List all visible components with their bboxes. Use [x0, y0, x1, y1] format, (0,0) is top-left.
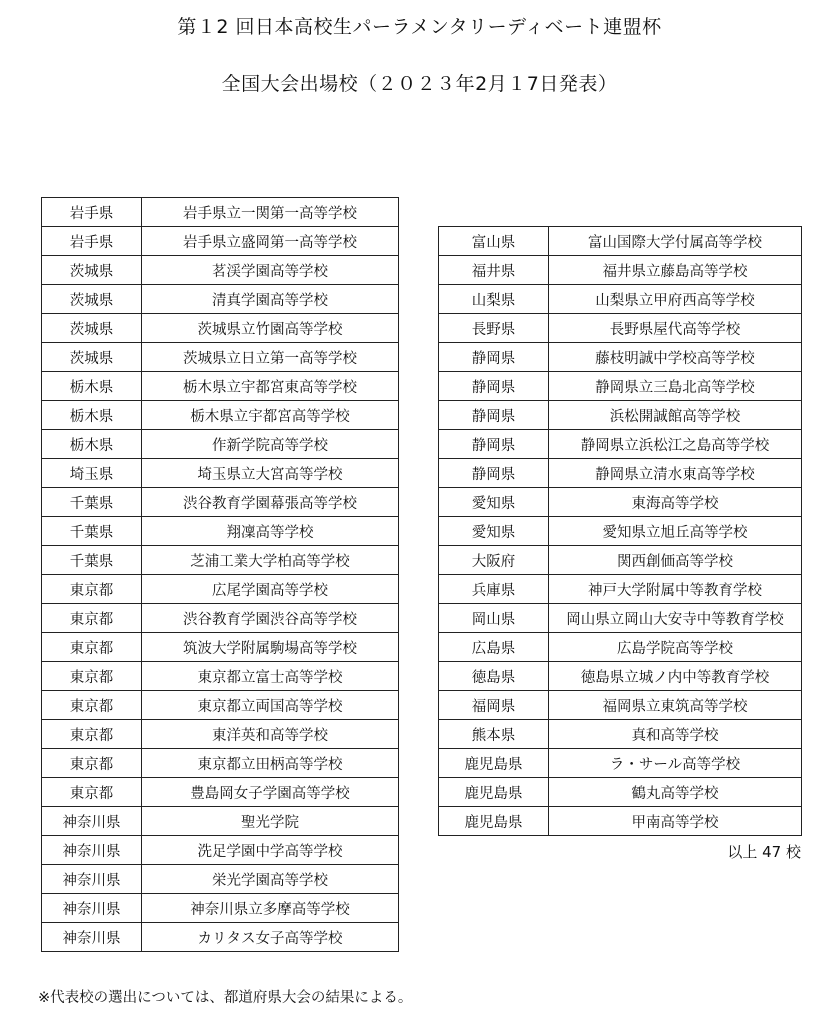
table-row [439, 285, 802, 314]
prefecture-cell: 神奈川県 [42, 836, 142, 865]
school-cell: 静岡県立浜松江之島高等学校 [549, 430, 802, 459]
school-cell: 東洋英和高等学校 [142, 720, 399, 749]
prefecture-cell: 大阪府 [439, 546, 549, 575]
table-row [42, 604, 399, 633]
table-row [42, 285, 399, 314]
prefecture-cell: 熊本県 [439, 720, 549, 749]
table-row [42, 749, 399, 778]
school-cell: 茨城県立日立第一高等学校 [142, 343, 399, 372]
left-school-table [41, 197, 399, 952]
prefecture-cell: 東京都 [42, 662, 142, 691]
left-table-body [42, 198, 399, 952]
school-cell: 関西創価高等学校 [549, 546, 802, 575]
prefecture-cell: 東京都 [42, 575, 142, 604]
prefecture-cell: 長野県 [439, 314, 549, 343]
table-row [439, 256, 802, 285]
school-cell: 茗渓学園高等学校 [142, 256, 399, 285]
table-row [42, 430, 399, 459]
table-row [439, 227, 802, 256]
school-cell: 広尾学園高等学校 [142, 575, 399, 604]
table-row [42, 227, 399, 256]
table-row [42, 401, 399, 430]
prefecture-cell: 神奈川県 [42, 865, 142, 894]
school-cell: 富山国際大学付属高等学校 [549, 227, 802, 256]
prefecture-cell: 福井県 [439, 256, 549, 285]
school-cell: 福岡県立東筑高等学校 [549, 691, 802, 720]
school-cell: 山梨県立甲府西高等学校 [549, 285, 802, 314]
table-row [439, 546, 802, 575]
table-row [42, 517, 399, 546]
table-row [42, 865, 399, 894]
prefecture-cell: 岡山県 [439, 604, 549, 633]
table-row [439, 575, 802, 604]
prefecture-cell: 岩手県 [42, 227, 142, 256]
school-cell: 愛知県立旭丘高等学校 [549, 517, 802, 546]
school-cell: 茨城県立竹園高等学校 [142, 314, 399, 343]
prefecture-cell: 鹿児島県 [439, 778, 549, 807]
school-cell: 徳島県立城ノ内中等教育学校 [549, 662, 802, 691]
prefecture-cell: 東京都 [42, 604, 142, 633]
school-cell: 東海高等学校 [549, 488, 802, 517]
table-row [42, 894, 399, 923]
prefecture-cell: 山梨県 [439, 285, 549, 314]
school-cell: 清真学園高等学校 [142, 285, 399, 314]
school-cell: 埼玉県立大宮高等学校 [142, 459, 399, 488]
table-row [439, 604, 802, 633]
prefecture-cell: 愛知県 [439, 488, 549, 517]
table-row [42, 778, 399, 807]
prefecture-cell: 栃木県 [42, 401, 142, 430]
school-cell: 静岡県立清水東高等学校 [549, 459, 802, 488]
table-row [439, 691, 802, 720]
prefecture-cell: 徳島県 [439, 662, 549, 691]
school-cell: ラ・サール高等学校 [549, 749, 802, 778]
school-cell: 広島学院高等学校 [549, 633, 802, 662]
prefecture-cell: 神奈川県 [42, 923, 142, 952]
school-cell: 浜松開誠館高等学校 [549, 401, 802, 430]
table-row [42, 836, 399, 865]
table-row [42, 633, 399, 662]
prefecture-cell: 千葉県 [42, 488, 142, 517]
school-cell: 甲南高等学校 [549, 807, 802, 836]
right-school-table [438, 226, 802, 836]
school-cell: 藤枝明誠中学校高等学校 [549, 343, 802, 372]
table-row [42, 575, 399, 604]
school-cell: 栃木県立宇都宮東高等学校 [142, 372, 399, 401]
prefecture-cell: 富山県 [439, 227, 549, 256]
table-row [42, 807, 399, 836]
table-row [42, 662, 399, 691]
school-cell: 渋谷教育学園幕張高等学校 [142, 488, 399, 517]
school-cell: 翔凜高等学校 [142, 517, 399, 546]
table-row [42, 488, 399, 517]
prefecture-cell: 静岡県 [439, 401, 549, 430]
prefecture-cell: 千葉県 [42, 546, 142, 575]
school-cell: 作新学院高等学校 [142, 430, 399, 459]
prefecture-cell: 栃木県 [42, 430, 142, 459]
table-row [439, 372, 802, 401]
prefecture-cell: 東京都 [42, 691, 142, 720]
footnote: ※代表校の選出については、都道府県大会の結果による。 [38, 990, 413, 1006]
table-row [439, 749, 802, 778]
school-cell: 栃木県立宇都宮高等学校 [142, 401, 399, 430]
table-row [439, 517, 802, 546]
school-cell: 岩手県立一関第一高等学校 [142, 198, 399, 227]
prefecture-cell: 茨城県 [42, 343, 142, 372]
prefecture-cell: 茨城県 [42, 285, 142, 314]
table-row [42, 256, 399, 285]
table-row [439, 459, 802, 488]
prefecture-cell: 静岡県 [439, 459, 549, 488]
total-count: 以上 47 校 [727, 843, 801, 861]
school-cell: 筑波大学附属駒場高等学校 [142, 633, 399, 662]
table-row [42, 314, 399, 343]
prefecture-cell: 愛知県 [439, 517, 549, 546]
table-row [42, 343, 399, 372]
prefecture-cell: 広島県 [439, 633, 549, 662]
prefecture-cell: 福岡県 [439, 691, 549, 720]
prefecture-cell: 千葉県 [42, 517, 142, 546]
prefecture-cell: 兵庫県 [439, 575, 549, 604]
table-row [439, 778, 802, 807]
table-row [439, 662, 802, 691]
prefecture-cell: 岩手県 [42, 198, 142, 227]
prefecture-cell: 茨城県 [42, 256, 142, 285]
table-row [42, 198, 399, 227]
table-row [42, 691, 399, 720]
prefecture-cell: 埼玉県 [42, 459, 142, 488]
table-row [42, 546, 399, 575]
table-row [439, 633, 802, 662]
prefecture-cell: 静岡県 [439, 343, 549, 372]
prefecture-cell: 栃木県 [42, 372, 142, 401]
page-subtitle: 全国大会出場校（２０２３年2月１7日発表） [221, 73, 618, 95]
school-cell: 東京都立富士高等学校 [142, 662, 399, 691]
prefecture-cell: 鹿児島県 [439, 807, 549, 836]
prefecture-cell: 東京都 [42, 778, 142, 807]
prefecture-cell: 東京都 [42, 749, 142, 778]
table-row [42, 459, 399, 488]
school-cell: 岩手県立盛岡第一高等学校 [142, 227, 399, 256]
school-cell: 芝浦工業大学柏高等学校 [142, 546, 399, 575]
school-cell: 福井県立藤島高等学校 [549, 256, 802, 285]
school-cell: 神戸大学附属中等教育学校 [549, 575, 802, 604]
table-row [439, 401, 802, 430]
table-row [439, 807, 802, 836]
school-cell: 東京都立田柄高等学校 [142, 749, 399, 778]
prefecture-cell: 神奈川県 [42, 894, 142, 923]
school-cell: 鶴丸高等学校 [549, 778, 802, 807]
table-row [42, 923, 399, 952]
school-cell: 栄光学園高等学校 [142, 865, 399, 894]
table-row [439, 430, 802, 459]
school-cell: 岡山県立岡山大安寺中等教育学校 [549, 604, 802, 633]
school-cell: 長野県屋代高等学校 [549, 314, 802, 343]
prefecture-cell: 静岡県 [439, 430, 549, 459]
prefecture-cell: 東京都 [42, 633, 142, 662]
table-row [439, 720, 802, 749]
school-cell: 豊島岡女子学園高等学校 [142, 778, 399, 807]
prefecture-cell: 神奈川県 [42, 807, 142, 836]
school-cell: 渋谷教育学園渋谷高等学校 [142, 604, 399, 633]
school-cell: 神奈川県立多摩高等学校 [142, 894, 399, 923]
school-cell: 聖光学院 [142, 807, 399, 836]
prefecture-cell: 茨城県 [42, 314, 142, 343]
table-row [439, 314, 802, 343]
table-row [439, 343, 802, 372]
prefecture-cell: 鹿児島県 [439, 749, 549, 778]
school-cell: 真和高等学校 [549, 720, 802, 749]
school-cell: 静岡県立三島北高等学校 [549, 372, 802, 401]
prefecture-cell: 東京都 [42, 720, 142, 749]
table-row [439, 488, 802, 517]
prefecture-cell: 静岡県 [439, 372, 549, 401]
table-row [42, 372, 399, 401]
right-table-body [439, 227, 802, 836]
school-cell: 東京都立両国高等学校 [142, 691, 399, 720]
table-row [42, 720, 399, 749]
school-cell: 洗足学園中学高等学校 [142, 836, 399, 865]
school-cell: カリタス女子高等学校 [142, 923, 399, 952]
page-title: 第１2 回日本高校生パーラメンタリーディベート連盟杯 [177, 16, 662, 38]
